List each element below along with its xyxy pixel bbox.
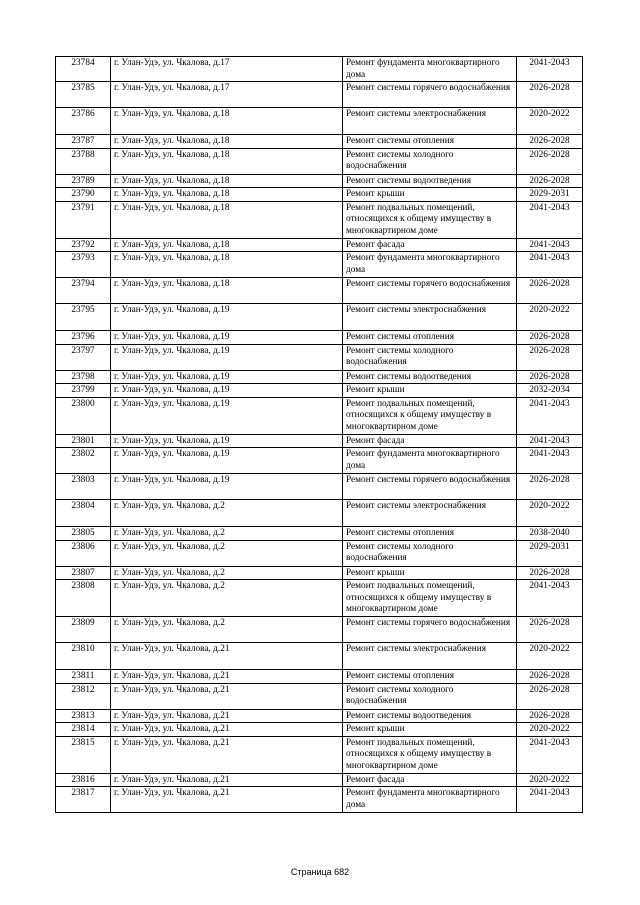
address-cell: г. Улан-Удэ, ул. Чкалова, д.18 [111, 135, 343, 149]
table-row [56, 540, 583, 566]
table-row [56, 82, 583, 108]
address-cell: г. Улан-Удэ, ул. Чкалова, д.21 [111, 683, 343, 709]
table-row [56, 57, 583, 82]
period-cell: 2032-2034 [517, 384, 583, 398]
row-id-cell: 23799 [56, 384, 111, 398]
period-cell: 2026-2028 [517, 566, 583, 580]
row-id-cell: 23804 [56, 500, 111, 527]
table-row [56, 566, 583, 580]
period-cell: 2041-2043 [517, 787, 583, 813]
table-row [56, 108, 583, 135]
work-type-cell: Ремонт фундамента многоквартирного дома [343, 448, 517, 474]
address-cell: г. Улан-Удэ, ул. Чкалова, д.19 [111, 397, 343, 434]
address-cell: г. Улан-Удэ, ул. Чкалова, д.17 [111, 82, 343, 108]
work-type-cell: Ремонт системы электроснабжения [343, 500, 517, 527]
work-type-cell: Ремонт системы горячего водоснабжения [343, 82, 517, 108]
row-id-cell: 23801 [56, 434, 111, 448]
work-type-cell: Ремонт подвальных помещений, относящихся к общему имуществу в многоквартирном доме [343, 580, 517, 617]
address-cell: г. Улан-Удэ, ул. Чкалова, д.21 [111, 736, 343, 773]
work-type-cell: Ремонт фасада [343, 773, 517, 787]
table-row [56, 201, 583, 238]
period-cell: 2029-2031 [517, 188, 583, 202]
period-cell: 2020-2022 [517, 723, 583, 737]
address-cell: г. Улан-Удэ, ул. Чкалова, д.18 [111, 278, 343, 304]
table-row [56, 344, 583, 370]
work-type-cell: Ремонт системы электроснабжения [343, 304, 517, 331]
work-type-cell: Ремонт крыши [343, 384, 517, 398]
period-cell: 2026-2028 [517, 174, 583, 188]
period-cell: 2026-2028 [517, 370, 583, 384]
work-type-cell: Ремонт фундамента многоквартирного дома [343, 57, 517, 82]
table-row [56, 643, 583, 670]
work-type-cell: Ремонт системы холодного водоснабжения [343, 540, 517, 566]
address-cell: г. Улан-Удэ, ул. Чкалова, д.18 [111, 238, 343, 252]
work-type-cell: Ремонт крыши [343, 566, 517, 580]
row-id-cell: 23785 [56, 82, 111, 108]
row-id-cell: 23802 [56, 448, 111, 474]
work-type-cell: Ремонт системы отопления [343, 527, 517, 541]
work-type-cell: Ремонт системы горячего водоснабжения [343, 617, 517, 643]
address-cell: г. Улан-Удэ, ул. Чкалова, д.18 [111, 252, 343, 278]
row-id-cell: 23812 [56, 683, 111, 709]
period-cell: 2026-2028 [517, 474, 583, 500]
table-row [56, 384, 583, 398]
row-id-cell: 23815 [56, 736, 111, 773]
work-type-cell: Ремонт крыши [343, 723, 517, 737]
work-type-cell: Ремонт подвальных помещений, относящихся к общему имуществу в многоквартирном доме [343, 736, 517, 773]
work-type-cell: Ремонт системы водоотведения [343, 174, 517, 188]
period-cell: 2041-2043 [517, 397, 583, 434]
period-cell: 2026-2028 [517, 278, 583, 304]
row-id-cell: 23784 [56, 57, 111, 82]
table-row [56, 278, 583, 304]
row-id-cell: 23794 [56, 278, 111, 304]
work-type-cell: Ремонт системы электроснабжения [343, 643, 517, 670]
address-cell: г. Улан-Удэ, ул. Чкалова, д.2 [111, 617, 343, 643]
work-type-cell: Ремонт подвальных помещений, относящихся к общему имуществу в многоквартирном доме [343, 201, 517, 238]
table-row [56, 617, 583, 643]
row-id-cell: 23792 [56, 238, 111, 252]
work-type-cell: Ремонт системы водоотведения [343, 370, 517, 384]
table-row [56, 709, 583, 723]
work-type-cell: Ремонт системы отопления [343, 331, 517, 345]
period-cell: 2020-2022 [517, 643, 583, 670]
period-cell: 2041-2043 [517, 238, 583, 252]
period-cell: 2026-2028 [517, 344, 583, 370]
period-cell: 2041-2043 [517, 57, 583, 82]
address-cell: г. Улан-Удэ, ул. Чкалова, д.19 [111, 384, 343, 398]
period-cell: 2026-2028 [517, 82, 583, 108]
table-row [56, 683, 583, 709]
work-type-cell: Ремонт фундамента многоквартирного дома [343, 252, 517, 278]
table-row [56, 670, 583, 684]
address-cell: г. Улан-Удэ, ул. Чкалова, д.18 [111, 108, 343, 135]
address-cell: г. Улан-Удэ, ул. Чкалова, д.2 [111, 500, 343, 527]
period-cell: 2026-2028 [517, 135, 583, 149]
row-id-cell: 23787 [56, 135, 111, 149]
work-type-cell: Ремонт фундамента многоквартирного дома [343, 787, 517, 813]
table-row [56, 252, 583, 278]
table-row [56, 787, 583, 813]
table-row [56, 331, 583, 345]
address-cell: г. Улан-Удэ, ул. Чкалова, д.19 [111, 370, 343, 384]
period-cell: 2041-2043 [517, 252, 583, 278]
address-cell: г. Улан-Удэ, ул. Чкалова, д.19 [111, 304, 343, 331]
period-cell: 2041-2043 [517, 580, 583, 617]
table-row [56, 736, 583, 773]
address-cell: г. Улан-Удэ, ул. Чкалова, д.19 [111, 474, 343, 500]
table-row [56, 188, 583, 202]
table-row [56, 174, 583, 188]
address-cell: г. Улан-Удэ, ул. Чкалова, д.18 [111, 148, 343, 174]
address-cell: г. Улан-Удэ, ул. Чкалова, д.2 [111, 566, 343, 580]
row-id-cell: 23786 [56, 108, 111, 135]
period-cell: 2041-2043 [517, 736, 583, 773]
period-cell: 2026-2028 [517, 670, 583, 684]
work-type-cell: Ремонт фасада [343, 434, 517, 448]
period-cell: 2041-2043 [517, 448, 583, 474]
row-id-cell: 23790 [56, 188, 111, 202]
row-id-cell: 23810 [56, 643, 111, 670]
address-cell: г. Улан-Удэ, ул. Чкалова, д.21 [111, 787, 343, 813]
row-id-cell: 23791 [56, 201, 111, 238]
work-type-cell: Ремонт подвальных помещений, относящихся к общему имуществу в многоквартирном доме [343, 397, 517, 434]
row-id-cell: 23808 [56, 580, 111, 617]
row-id-cell: 23814 [56, 723, 111, 737]
work-type-cell: Ремонт системы холодного водоснабжения [343, 148, 517, 174]
address-cell: г. Улан-Удэ, ул. Чкалова, д.21 [111, 670, 343, 684]
table-row [56, 448, 583, 474]
period-cell: 2026-2028 [517, 148, 583, 174]
address-cell: г. Улан-Удэ, ул. Чкалова, д.21 [111, 709, 343, 723]
works-table-body [56, 57, 583, 813]
row-id-cell: 23817 [56, 787, 111, 813]
row-id-cell: 23789 [56, 174, 111, 188]
row-id-cell: 23798 [56, 370, 111, 384]
address-cell: г. Улан-Удэ, ул. Чкалова, д.19 [111, 448, 343, 474]
address-cell: г. Улан-Удэ, ул. Чкалова, д.21 [111, 643, 343, 670]
table-row [56, 304, 583, 331]
period-cell: 2026-2028 [517, 331, 583, 345]
row-id-cell: 23800 [56, 397, 111, 434]
row-id-cell: 23805 [56, 527, 111, 541]
address-cell: г. Улан-Удэ, ул. Чкалова, д.2 [111, 580, 343, 617]
period-cell: 2020-2022 [517, 500, 583, 527]
row-id-cell: 23806 [56, 540, 111, 566]
address-cell: г. Улан-Удэ, ул. Чкалова, д.19 [111, 434, 343, 448]
work-type-cell: Ремонт системы горячего водоснабжения [343, 474, 517, 500]
address-cell: г. Улан-Удэ, ул. Чкалова, д.2 [111, 527, 343, 541]
period-cell: 2041-2043 [517, 201, 583, 238]
work-type-cell: Ремонт системы горячего водоснабжения [343, 278, 517, 304]
row-id-cell: 23809 [56, 617, 111, 643]
table-row [56, 773, 583, 787]
row-id-cell: 23811 [56, 670, 111, 684]
table-row [56, 397, 583, 434]
row-id-cell: 23807 [56, 566, 111, 580]
table-row [56, 474, 583, 500]
period-cell: 2041-2043 [517, 434, 583, 448]
row-id-cell: 23816 [56, 773, 111, 787]
period-cell: 2026-2028 [517, 709, 583, 723]
work-type-cell: Ремонт системы электроснабжения [343, 108, 517, 135]
table-row [56, 238, 583, 252]
period-cell: 2038-2040 [517, 527, 583, 541]
works-table [55, 56, 583, 813]
work-type-cell: Ремонт системы отопления [343, 670, 517, 684]
address-cell: г. Улан-Удэ, ул. Чкалова, д.19 [111, 331, 343, 345]
period-cell: 2026-2028 [517, 683, 583, 709]
table-row [56, 580, 583, 617]
row-id-cell: 23813 [56, 709, 111, 723]
address-cell: г. Улан-Удэ, ул. Чкалова, д.19 [111, 344, 343, 370]
address-cell: г. Улан-Удэ, ул. Чкалова, д.18 [111, 174, 343, 188]
work-type-cell: Ремонт системы холодного водоснабжения [343, 344, 517, 370]
address-cell: г. Улан-Удэ, ул. Чкалова, д.21 [111, 723, 343, 737]
address-cell: г. Улан-Удэ, ул. Чкалова, д.2 [111, 540, 343, 566]
table-row [56, 500, 583, 527]
row-id-cell: 23803 [56, 474, 111, 500]
table-row [56, 527, 583, 541]
period-cell: 2029-2031 [517, 540, 583, 566]
row-id-cell: 23797 [56, 344, 111, 370]
row-id-cell: 23795 [56, 304, 111, 331]
row-id-cell: 23793 [56, 252, 111, 278]
work-type-cell: Ремонт крыши [343, 188, 517, 202]
work-type-cell: Ремонт системы холодного водоснабжения [343, 683, 517, 709]
address-cell: г. Улан-Удэ, ул. Чкалова, д.18 [111, 188, 343, 202]
address-cell: г. Улан-Удэ, ул. Чкалова, д.21 [111, 773, 343, 787]
address-cell: г. Улан-Удэ, ул. Чкалова, д.17 [111, 57, 343, 82]
work-type-cell: Ремонт системы водоотведения [343, 709, 517, 723]
row-id-cell: 23788 [56, 148, 111, 174]
work-type-cell: Ремонт фасада [343, 238, 517, 252]
table-row [56, 148, 583, 174]
row-id-cell: 23796 [56, 331, 111, 345]
table-row [56, 723, 583, 737]
work-type-cell: Ремонт системы отопления [343, 135, 517, 149]
table-row [56, 370, 583, 384]
address-cell: г. Улан-Удэ, ул. Чкалова, д.18 [111, 201, 343, 238]
period-cell: 2026-2028 [517, 617, 583, 643]
page-number: Страница 682 [290, 867, 350, 877]
period-cell: 2020-2022 [517, 304, 583, 331]
period-cell: 2020-2022 [517, 773, 583, 787]
period-cell: 2020-2022 [517, 108, 583, 135]
table-row [56, 434, 583, 448]
table-row [56, 135, 583, 149]
